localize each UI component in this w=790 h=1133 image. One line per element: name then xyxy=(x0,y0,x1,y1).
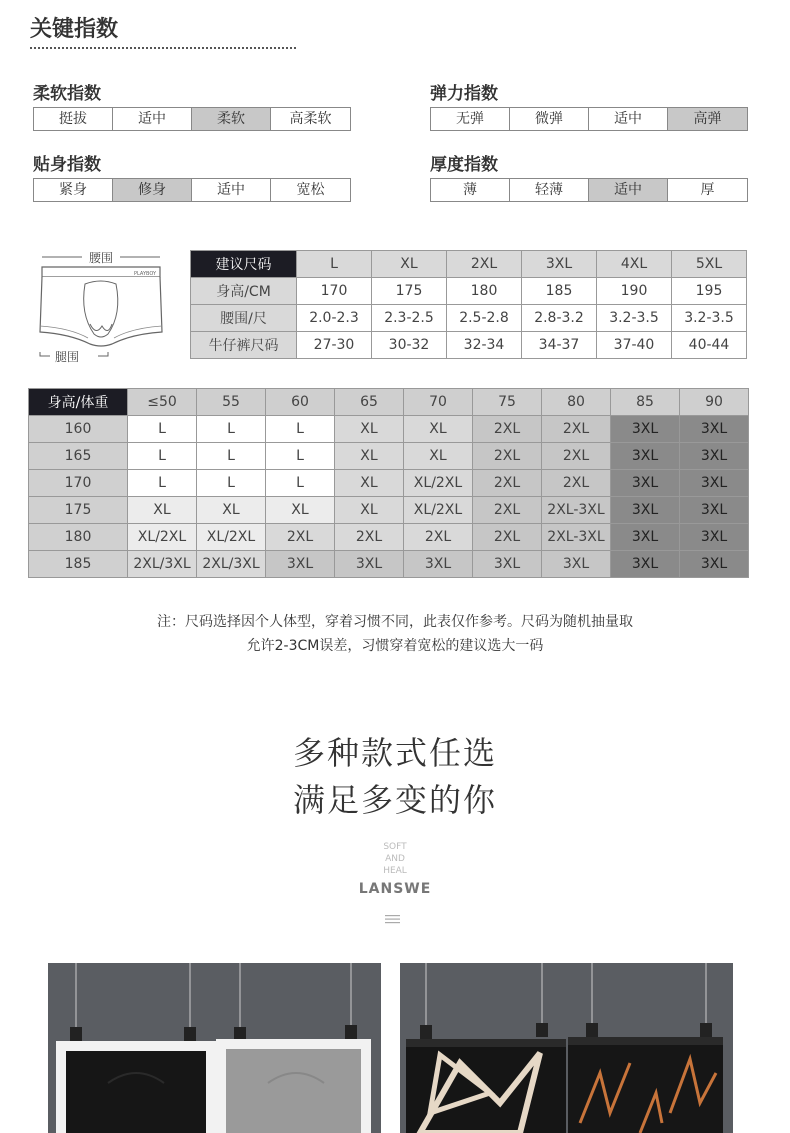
table-cell: 2XL xyxy=(335,524,404,551)
table-row xyxy=(29,497,749,524)
table-row xyxy=(29,524,749,551)
table-row xyxy=(191,305,747,332)
table-cell: 2.0-2.3 xyxy=(297,305,372,332)
table-cell: 2XL xyxy=(542,470,611,497)
elasticity-index-scale xyxy=(430,107,748,131)
table-cell: XL/2XL xyxy=(404,497,473,524)
table-row xyxy=(29,443,749,470)
table-cell: 2XL xyxy=(473,470,542,497)
index-option-selected: 柔软 xyxy=(192,108,271,130)
table-row xyxy=(29,470,749,497)
table-cell: 3XL xyxy=(680,416,749,443)
table-cell: 2XL xyxy=(473,497,542,524)
thickness-index-label: 厚度指数 xyxy=(430,155,498,175)
weight-header: 55 xyxy=(197,389,266,416)
table-cell: 2XL xyxy=(542,416,611,443)
table-corner-header: 建议尺码 xyxy=(191,251,297,278)
table-cell: L xyxy=(128,470,197,497)
height-label: 170 xyxy=(29,470,128,497)
weight-header: 70 xyxy=(404,389,473,416)
table-cell: L xyxy=(128,416,197,443)
fit-index-label: 贴身指数 xyxy=(33,155,101,175)
brand-name: LANSWE xyxy=(358,881,432,897)
table-cell: 2XL/3XL xyxy=(197,551,266,578)
elasticity-index-label: 弹力指数 xyxy=(430,84,498,104)
table-cell: 3XL xyxy=(680,524,749,551)
index-option: 高柔软 xyxy=(271,108,350,130)
table-cell: 3XL xyxy=(680,443,749,470)
height-label: 175 xyxy=(29,497,128,524)
table-cell: 2XL xyxy=(473,524,542,551)
fit-index-scale xyxy=(33,178,351,202)
size-header: XL xyxy=(372,251,447,278)
table-cell: 32-34 xyxy=(447,332,522,359)
table-cell: 2.3-2.5 xyxy=(372,305,447,332)
table-cell: 2XL/3XL xyxy=(128,551,197,578)
table-cell: 3XL xyxy=(680,551,749,578)
height-label: 160 xyxy=(29,416,128,443)
table-cell: 34-37 xyxy=(522,332,597,359)
size-header: 2XL xyxy=(447,251,522,278)
table-cell: 3XL xyxy=(611,497,680,524)
table-cell: 37-40 xyxy=(597,332,672,359)
index-option: 厚 xyxy=(668,179,747,201)
table-cell: 3XL xyxy=(611,470,680,497)
height-label: 180 xyxy=(29,524,128,551)
size-header: L xyxy=(297,251,372,278)
table-corner-header: 身高/体重 xyxy=(29,389,128,416)
index-option: 微弹 xyxy=(510,108,589,130)
table-cell: 2.5-2.8 xyxy=(447,305,522,332)
softness-index-label: 柔软指数 xyxy=(33,84,101,104)
size-header: 5XL xyxy=(672,251,747,278)
index-option: 宽松 xyxy=(271,179,350,201)
table-cell: L xyxy=(197,443,266,470)
waist-label: 腰围 xyxy=(88,251,114,265)
index-option-selected: 适中 xyxy=(589,179,668,201)
table-cell: 3XL xyxy=(611,524,680,551)
table-cell: 195 xyxy=(672,278,747,305)
table-cell: XL xyxy=(266,497,335,524)
index-option: 无弹 xyxy=(431,108,510,130)
table-row xyxy=(191,251,747,278)
table-cell: 3XL xyxy=(335,551,404,578)
size-chart-table xyxy=(190,250,747,359)
row-label: 身高/CM xyxy=(191,278,297,305)
row-label: 牛仔裤尺码 xyxy=(191,332,297,359)
size-header: 3XL xyxy=(522,251,597,278)
table-cell: 2.8-3.2 xyxy=(522,305,597,332)
table-cell: 3XL xyxy=(473,551,542,578)
star-pattern-briefs-photo xyxy=(400,963,733,1133)
weight-header: 75 xyxy=(473,389,542,416)
table-row xyxy=(29,389,749,416)
index-option: 轻薄 xyxy=(510,179,589,201)
height-label: 185 xyxy=(29,551,128,578)
brand-tagline: HEAL xyxy=(383,866,407,876)
table-cell: XL/2XL xyxy=(197,524,266,551)
table-cell: XL xyxy=(404,416,473,443)
table-cell: 2XL xyxy=(266,524,335,551)
slogan-line1: 多种款式任选 xyxy=(292,734,497,772)
black-grey-briefs-photo xyxy=(48,963,381,1133)
table-cell: 2XL xyxy=(404,524,473,551)
size-note-line2: 允许2-3CM误差，习惯穿着宽松的建议选大一码 xyxy=(246,638,544,654)
weight-header: ≤50 xyxy=(128,389,197,416)
table-cell: 2XL xyxy=(542,443,611,470)
softness-index-scale xyxy=(33,107,351,131)
table-cell: 3XL xyxy=(680,470,749,497)
index-option: 适中 xyxy=(192,179,271,201)
table-cell: 3XL xyxy=(542,551,611,578)
table-cell: 190 xyxy=(597,278,672,305)
size-note-line1: 注：尺码选择因个人体型，穿着习惯不同，此表仅作参考。尺码为随机抽量取 xyxy=(157,614,633,630)
index-option: 适中 xyxy=(113,108,192,130)
slogan-line2: 满足多变的你 xyxy=(292,781,497,819)
table-cell: 170 xyxy=(297,278,372,305)
table-cell: L xyxy=(128,443,197,470)
size-header: 4XL xyxy=(597,251,672,278)
index-option-selected: 修身 xyxy=(113,179,192,201)
menu-lines-icon xyxy=(385,909,400,919)
table-cell: XL xyxy=(128,497,197,524)
table-cell: 3XL xyxy=(611,551,680,578)
table-cell: 2XL xyxy=(473,443,542,470)
table-cell: XL xyxy=(335,416,404,443)
table-cell: 2XL xyxy=(473,416,542,443)
weight-header: 90 xyxy=(680,389,749,416)
brand-tag: PLAYBOY xyxy=(134,271,157,277)
table-cell: 2XL-3XL xyxy=(542,524,611,551)
index-option: 适中 xyxy=(589,108,668,130)
table-cell: 175 xyxy=(372,278,447,305)
table-cell: XL/2XL xyxy=(404,470,473,497)
table-cell: 180 xyxy=(447,278,522,305)
table-cell: XL xyxy=(335,497,404,524)
table-cell: 2XL-3XL xyxy=(542,497,611,524)
weight-header: 85 xyxy=(611,389,680,416)
table-row xyxy=(191,332,747,359)
brand-tagline: SOFT xyxy=(383,842,407,852)
table-cell: XL xyxy=(335,443,404,470)
table-cell: 30-32 xyxy=(372,332,447,359)
table-cell: XL xyxy=(197,497,266,524)
thickness-index-scale xyxy=(430,178,748,202)
title-divider xyxy=(30,47,296,49)
brand-tagline: AND xyxy=(385,854,405,864)
table-row xyxy=(191,278,747,305)
table-cell: L xyxy=(197,470,266,497)
section-title: 关键指数 xyxy=(30,17,119,42)
brief-measurement-diagram xyxy=(30,244,175,369)
height-label: 165 xyxy=(29,443,128,470)
table-cell: XL xyxy=(404,443,473,470)
index-option: 紧身 xyxy=(34,179,113,201)
table-cell: 3XL xyxy=(611,416,680,443)
weight-header: 65 xyxy=(335,389,404,416)
table-cell: 3.2-3.5 xyxy=(597,305,672,332)
weight-header: 80 xyxy=(542,389,611,416)
index-option-selected: 高弹 xyxy=(668,108,747,130)
table-cell: 3XL xyxy=(611,443,680,470)
table-row xyxy=(29,551,749,578)
table-cell: 40-44 xyxy=(672,332,747,359)
table-cell: 3.2-3.5 xyxy=(672,305,747,332)
weight-header: 60 xyxy=(266,389,335,416)
table-cell: XL xyxy=(335,470,404,497)
table-cell: 3XL xyxy=(680,497,749,524)
table-row xyxy=(29,416,749,443)
height-weight-table xyxy=(28,388,749,578)
table-cell: 27-30 xyxy=(297,332,372,359)
table-cell: L xyxy=(266,443,335,470)
table-cell: L xyxy=(266,470,335,497)
row-label: 腰围/尺 xyxy=(191,305,297,332)
table-cell: 3XL xyxy=(404,551,473,578)
table-cell: XL/2XL xyxy=(128,524,197,551)
index-option: 挺拔 xyxy=(34,108,113,130)
table-cell: L xyxy=(197,416,266,443)
leg-label: 腿围 xyxy=(54,350,80,364)
table-cell: L xyxy=(266,416,335,443)
table-cell: 3XL xyxy=(266,551,335,578)
index-option: 薄 xyxy=(431,179,510,201)
table-cell: 185 xyxy=(522,278,597,305)
